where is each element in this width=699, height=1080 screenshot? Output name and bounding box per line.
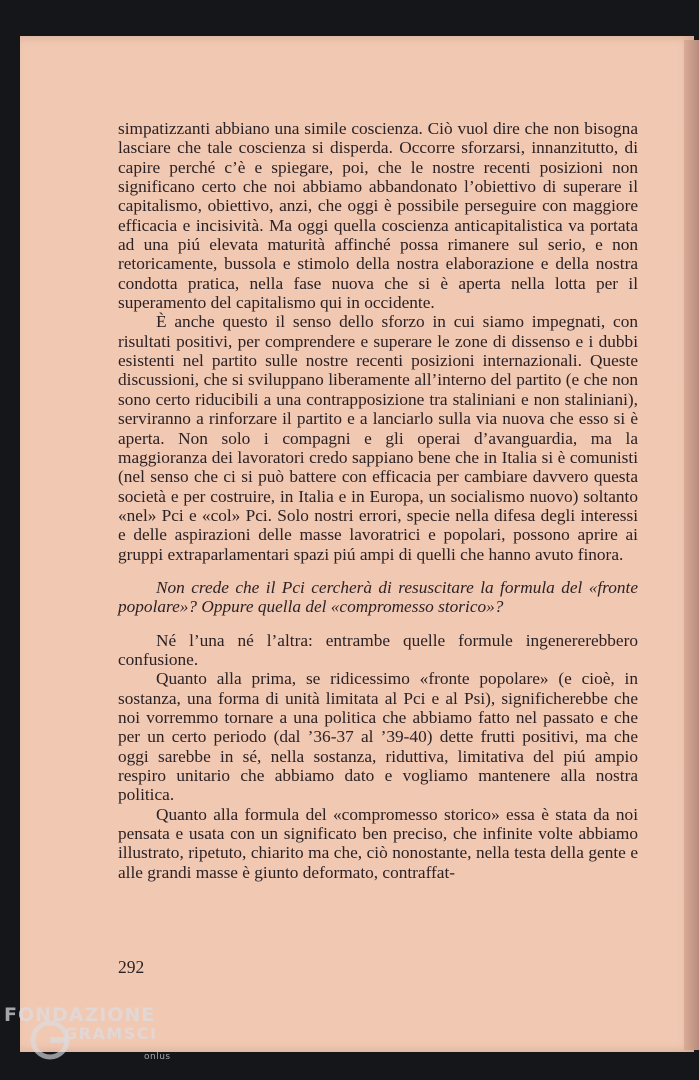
interview-question: Non crede che il Pci cercherà di resuscitare la formula del «fronte popolare»? Oppure quella del «compromesso storico»? <box>118 577 638 617</box>
paragraph-3: Né l’una né l’altra: entrambe quelle formule ingenererebbero confusione. <box>118 630 638 669</box>
paragraph-1: simpatizzanti abbiano una simile coscienza. Ciò vuol dire che non bisogna lasciare che tale coscienza si disperda. Occorre sforzarsi, innanzitutto, di capire perché c’è e spiegare, poi, che le nostre recenti posizioni non significano certo che noi abbiamo abbandonato l’obiettivo di superare il capitalismo, obiettivo, anzi, che oggi è possibile perseguire con maggiore efficacia e incisività. Ma oggi quella coscienza anticapitalistica va portata ad una piú elevata maturità affinché possa rimanere sul serio, e non retoricamente, bussola e stimolo della nostra elaborazione e della nostra condotta pratica, nella fase nuova che si è aperta nella lotta per il superamento del capitalismo qui in occidente. <box>118 119 638 313</box>
watermark <box>4 1004 171 1062</box>
page-number: 292 <box>118 957 145 977</box>
body-text <box>118 119 638 882</box>
watermark-line-2: GRAMSCI <box>64 1024 158 1043</box>
watermark-line-1: FONDAZIONE <box>4 1004 156 1026</box>
paragraph-5: Quanto alla formula del «compromesso storico» essa è stata da noi pensata e usata con un significato ben preciso, che infinite volte abbiamo illustrato, ripetuto, chiarito ma che, ciò nonostante, nella testa della gente e alle grandi masse è giunto deformato, contraffat- <box>118 804 638 882</box>
paragraph-4: Quanto alla prima, se ridicessimo «fronte popolare» (e cioè, in sostanza, una forma di unità limitata al Pci e al Psi), significherebbe che noi vorremmo tornare a una politica che abbiamo fatto nel passato e che per un certo periodo (dal ’36-37 al ’39-40) dette frutti positivi, ma che oggi sarebbe in sé, nella sostanza, riduttiva, limitativa del piú ampio respiro unitario che abbiamo dato e vogliamo mantenere alla nostra politica. <box>118 669 638 805</box>
paragraph-2: È anche questo il senso dello sforzo in cui siamo impegnati, con risultati positivi, per comprendere e superare le zone di dissenso e i dubbi esistenti nel partito sulle nostre recenti posizioni internazionali. Queste discussioni, che si sviluppano liberamente all’interno del partito (e che non sono certo riducibili a una contrapposizione tra staliniani e non staliniani), serviranno a rinforzare il partito e a lanciarlo sulla via nuova che esso si è aperta. Non solo i compagni e gli operai d’avanguardia, ma la maggioranza dei lavoratori credo sappiano bene che in Italia si è comunisti (nel senso che ci si può battere con efficacia per cambiare davvero questa società e per costruire, in Italia e in Europa, un socialismo nuovo) soltanto «nel» Pci e «col» Pci. Solo nostri errori, specie nella difesa degli interessi e delle aspirazioni delle masse lavoratrici e popolari, possono aprire ai gruppi extraparlamentari spazi piú ampi di quelli che hanno avuto finora. <box>118 312 638 564</box>
watermark-line-3: onlus <box>144 1052 171 1062</box>
page-edge <box>684 40 699 1050</box>
